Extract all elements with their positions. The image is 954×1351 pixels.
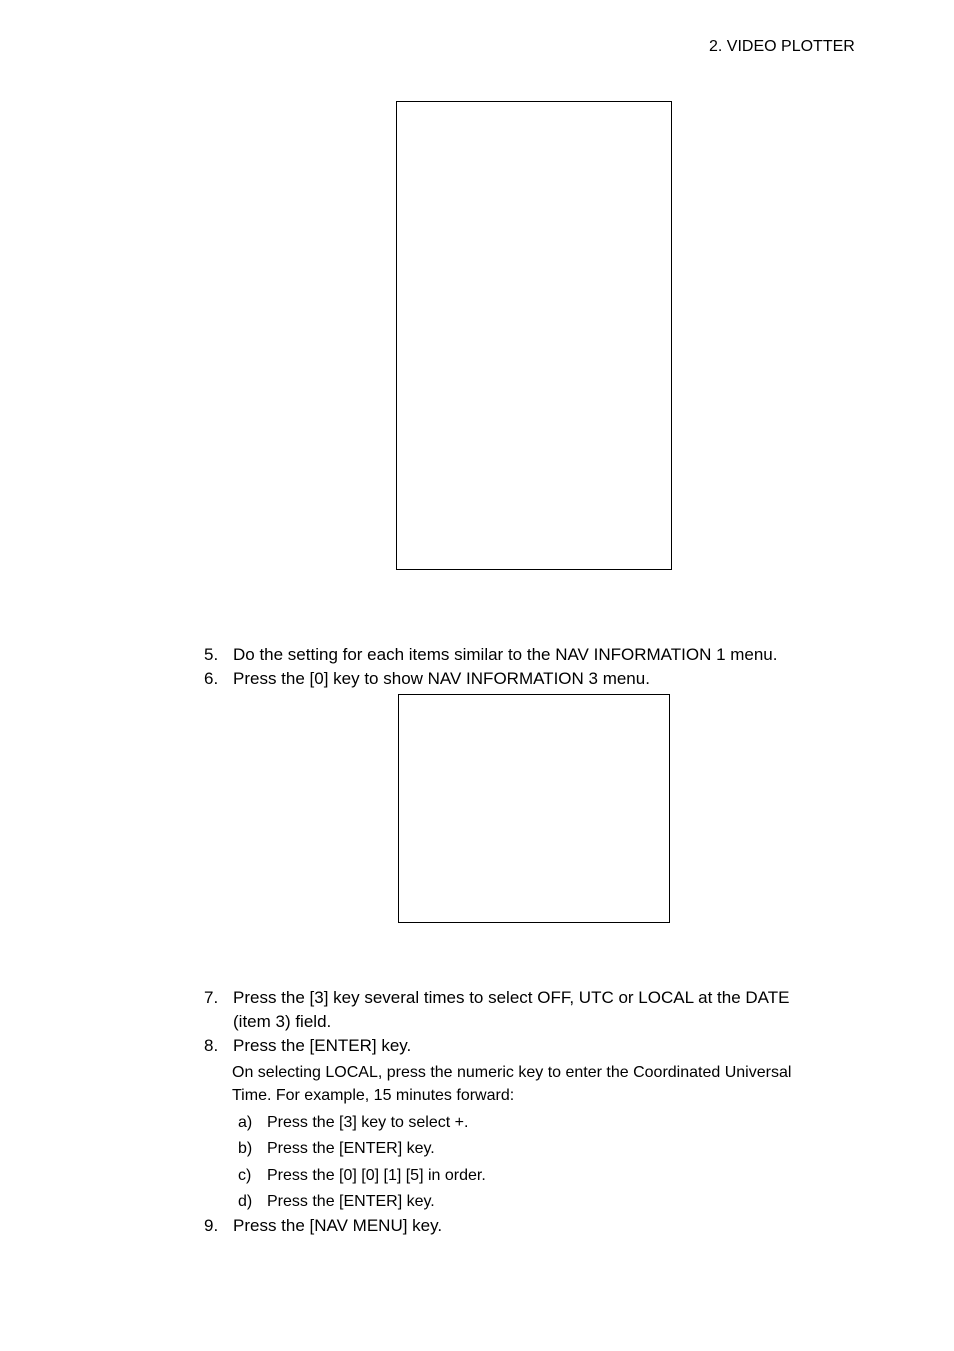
substep-text: Press the [0] [0] [1] [5] in order. — [267, 1167, 486, 1184]
step-number: 8. — [204, 1036, 219, 1055]
section-header: 2. VIDEO PLOTTER — [709, 38, 855, 55]
step-text: Press the [NAV MENU] key. — [233, 1216, 443, 1235]
step-text: Press the [ENTER] key. — [233, 1036, 412, 1055]
menu-figure-nav-information-2 — [396, 101, 672, 570]
step-number: 9. — [204, 1216, 219, 1235]
substep-letter: c) — [238, 1167, 252, 1184]
substep-text: Press the [ENTER] key. — [267, 1140, 435, 1157]
step-number: 6. — [204, 669, 219, 688]
step-text: Do the setting for each items similar to the NAV INFORMATION 1 menu. — [233, 645, 778, 664]
note-line-1: On selecting LOCAL, press the numeric key to enter the Coordinated Universal — [232, 1064, 792, 1081]
substep-letter: a) — [238, 1114, 253, 1131]
menu-figure-nav-information-3 — [398, 694, 670, 923]
substep-letter: d) — [238, 1193, 253, 1210]
step-text-continued: (item 3) field. — [233, 1012, 332, 1031]
step-number: 7. — [204, 988, 219, 1007]
step-text: Press the [3] key several times to select OFF, UTC or LOCAL at the DATE — [233, 988, 790, 1007]
note-line-2: Time. For example, 15 minutes forward: — [232, 1087, 515, 1104]
substep-letter: b) — [238, 1140, 253, 1157]
substep-text: Press the [ENTER] key. — [267, 1193, 435, 1210]
substep-text: Press the [3] key to select +. — [267, 1114, 469, 1131]
step-text: Press the [0] key to show NAV INFORMATION 3 menu. — [233, 669, 650, 688]
step-number: 5. — [204, 645, 219, 664]
